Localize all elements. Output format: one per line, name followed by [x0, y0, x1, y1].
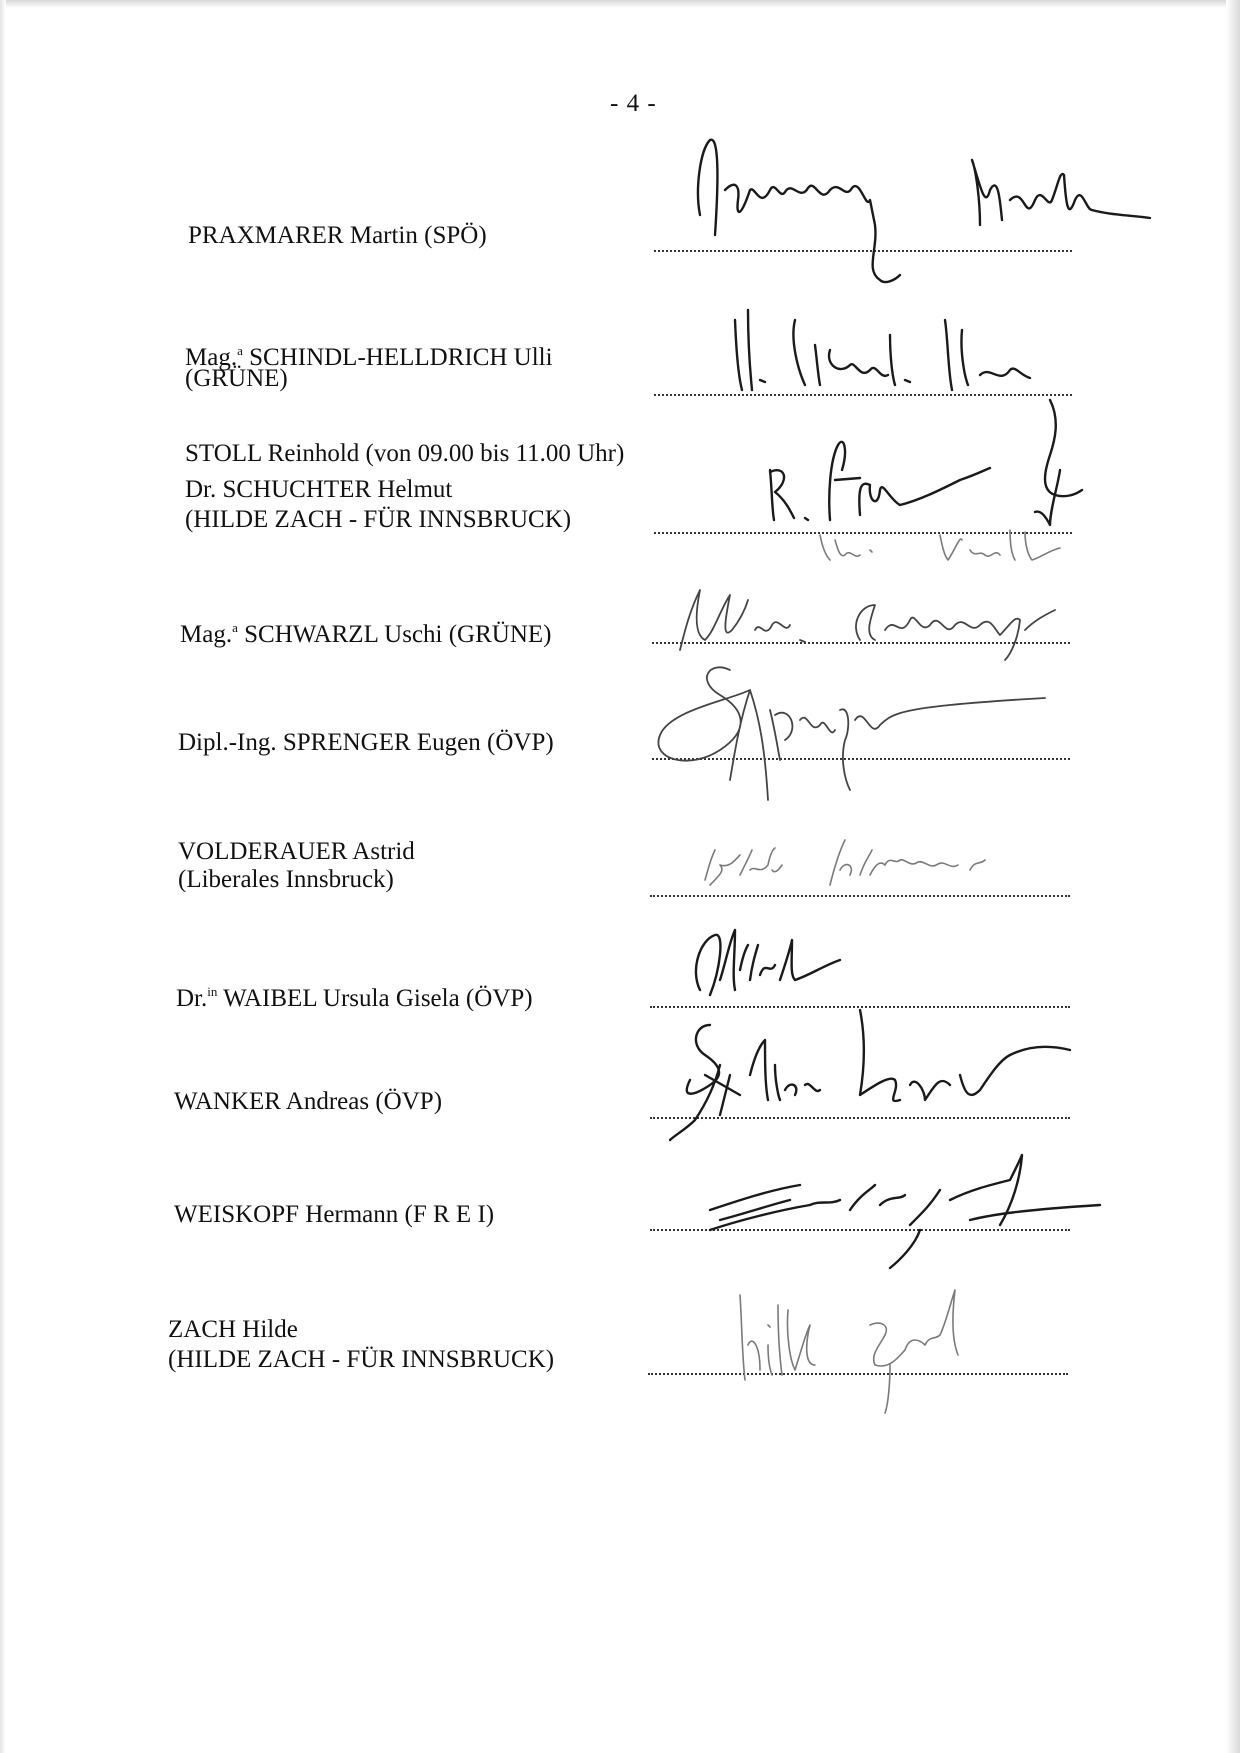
signatory-party-volderauer: (Liberales Innsbruck) — [178, 866, 394, 893]
signatory-name-volderauer: VOLDERAUER Astrid — [178, 838, 415, 865]
scan-edge-left — [0, 0, 6, 1753]
signature-wanker — [650, 1005, 1120, 1155]
signatory-name-sprenger: Dipl.-Ing. SPRENGER Eugen (ÖVP) — [178, 729, 554, 756]
signatory-party-schuchter: (HILDE ZACH - FÜR INNSBRUCK) — [185, 506, 572, 533]
signatory-name-zach: ZACH Hilde — [168, 1316, 298, 1343]
signatory-name-waibel: Dr.$^{in}$ WAIBEL Ursula Gisela (ÖVP) — [176, 984, 533, 1012]
signature-weiskopf — [690, 1150, 1110, 1270]
signatory-name-wanker: WANKER Andreas (ÖVP) — [174, 1088, 443, 1115]
signature-schindl-helldrich — [720, 290, 1080, 410]
signatory-party-schindl-helldrich: (GRÜNE) — [185, 365, 288, 392]
signatory-name-stoll: STOLL Reinhold (von 09.00 bis 11.00 Uhr) — [185, 440, 625, 467]
signature-sprenger — [650, 650, 1110, 810]
signatory-name-schwarzl: Mag.$^a$ SCHWARZL Uschi (GRÜNE) — [180, 620, 552, 648]
signature-volderauer — [690, 830, 1070, 910]
signatory-name-schuchter: Dr. SCHUCHTER Helmut — [185, 476, 453, 503]
signatory-name-weiskopf: WEISKOPF Hermann (F R E I) — [174, 1201, 495, 1228]
signature-zach — [720, 1265, 1060, 1415]
scan-edge-top — [0, 0, 1240, 8]
signature-praxmarer — [680, 130, 1160, 300]
signatory-name-schindl-helldrich: Mag.$^a$ SCHINDL-HELLDRICH Ulli — [185, 343, 553, 371]
signatory-party-zach: (HILDE ZACH - FÜR INNSBRUCK) — [168, 1346, 555, 1373]
scan-edge-right — [1226, 0, 1240, 1753]
signatory-name-praxmarer: PRAXMARER Martin (SPÖ) — [188, 222, 487, 249]
page-number: - 4 - — [610, 90, 657, 117]
